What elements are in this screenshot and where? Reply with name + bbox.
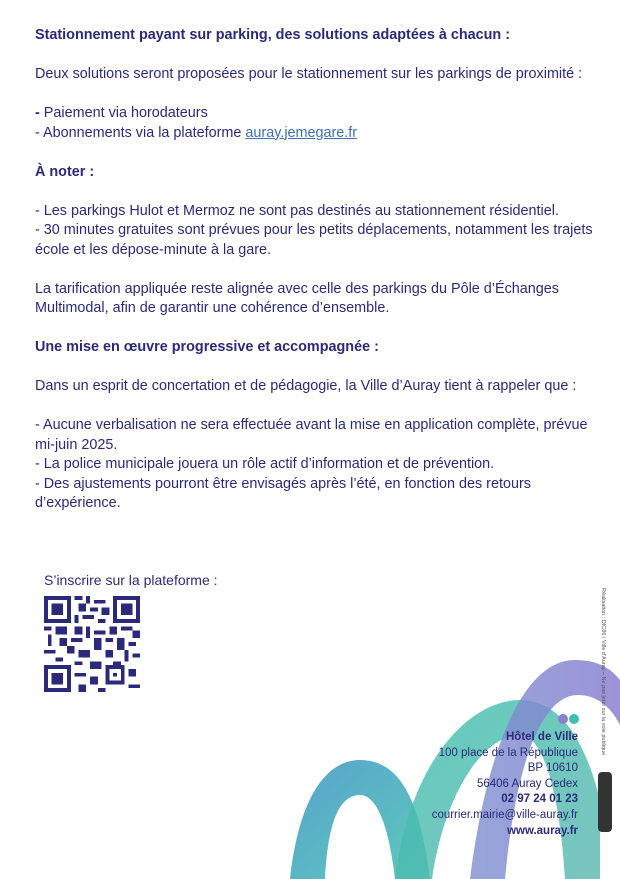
solution-1-text: Paiement via horodateurs: [43, 105, 208, 121]
contact-address-1: 100 place de la République: [438, 746, 578, 759]
solution-1-dash: -: [35, 105, 44, 121]
platform-link[interactable]: auray.jemegare.fr: [245, 124, 358, 141]
production-note: Réalisation : DIC86 / Ville d’Auray – Ne pas jeter sur la voie publique: [600, 588, 606, 756]
contact-phone[interactable]: 02 97 24 01 23: [501, 793, 578, 806]
qr-code-icon[interactable]: [44, 596, 140, 692]
bullet-2: - La police municipale jouera un rôle actif d’information et de prévention.: [35, 456, 495, 472]
heading-progressive: Une mise en œuvre progressive et accompagnée :: [35, 339, 379, 355]
contact-title: Hôtel de Ville: [505, 731, 578, 743]
tarification-text: La tarification appliquée reste alignée avec celle des parkings du Pôle d’Échanges Multimodal, afin de garantir une cohérence d’ensemble.: [35, 280, 560, 316]
intro-text: Deux solutions seront proposées pour le stationnement sur les parkings de proximité :: [35, 66, 583, 82]
concertation-text: Dans un esprit de concertation et de pédagogie, la Ville d’Auray tient à rappeler que :: [35, 378, 577, 394]
bullet-3: - Des ajustements pourront être envisagés après l’été, en fonction des retours d’expérience.: [35, 475, 531, 511]
contact-website[interactable]: www.auray.fr: [507, 824, 578, 837]
heading-parking: Stationnement payant sur parking, des solutions adaptées à chacun :: [35, 27, 510, 43]
solution-2: [35, 124, 601, 144]
note-1: - Les parkings Hulot et Mermoz ne sont pas destinés au stationnement résidentiel.: [35, 202, 559, 219]
main-text: [35, 26, 601, 514]
teal-dot: [569, 714, 579, 724]
contact-email[interactable]: courrier.mairie@ville-auray.fr: [431, 808, 578, 821]
signup-label: S’inscrire sur la plateforme :: [44, 572, 218, 588]
purple-dot: [558, 714, 568, 724]
contact-address-2: BP 10610: [527, 762, 578, 775]
brand-dots: [557, 711, 579, 729]
recycling-icon: [598, 772, 612, 832]
note-2: - 30 minutes gratuites sont prévues pour les petits déplacements, notamment les trajets école et les dépose-minute à la gare.: [35, 222, 593, 258]
contact-address-3: 56406 Auray Cedex: [476, 777, 578, 790]
bullet-1: - Aucune verbalisation ne sera effectuée avant la mise en application complète, prévue mi-juin 2025.: [35, 417, 588, 453]
solution-1: [35, 104, 601, 124]
solution-2-text: - Abonnements via la plateforme: [35, 124, 246, 141]
heading-note: À noter :: [35, 163, 95, 180]
contact-block: [432, 730, 578, 839]
